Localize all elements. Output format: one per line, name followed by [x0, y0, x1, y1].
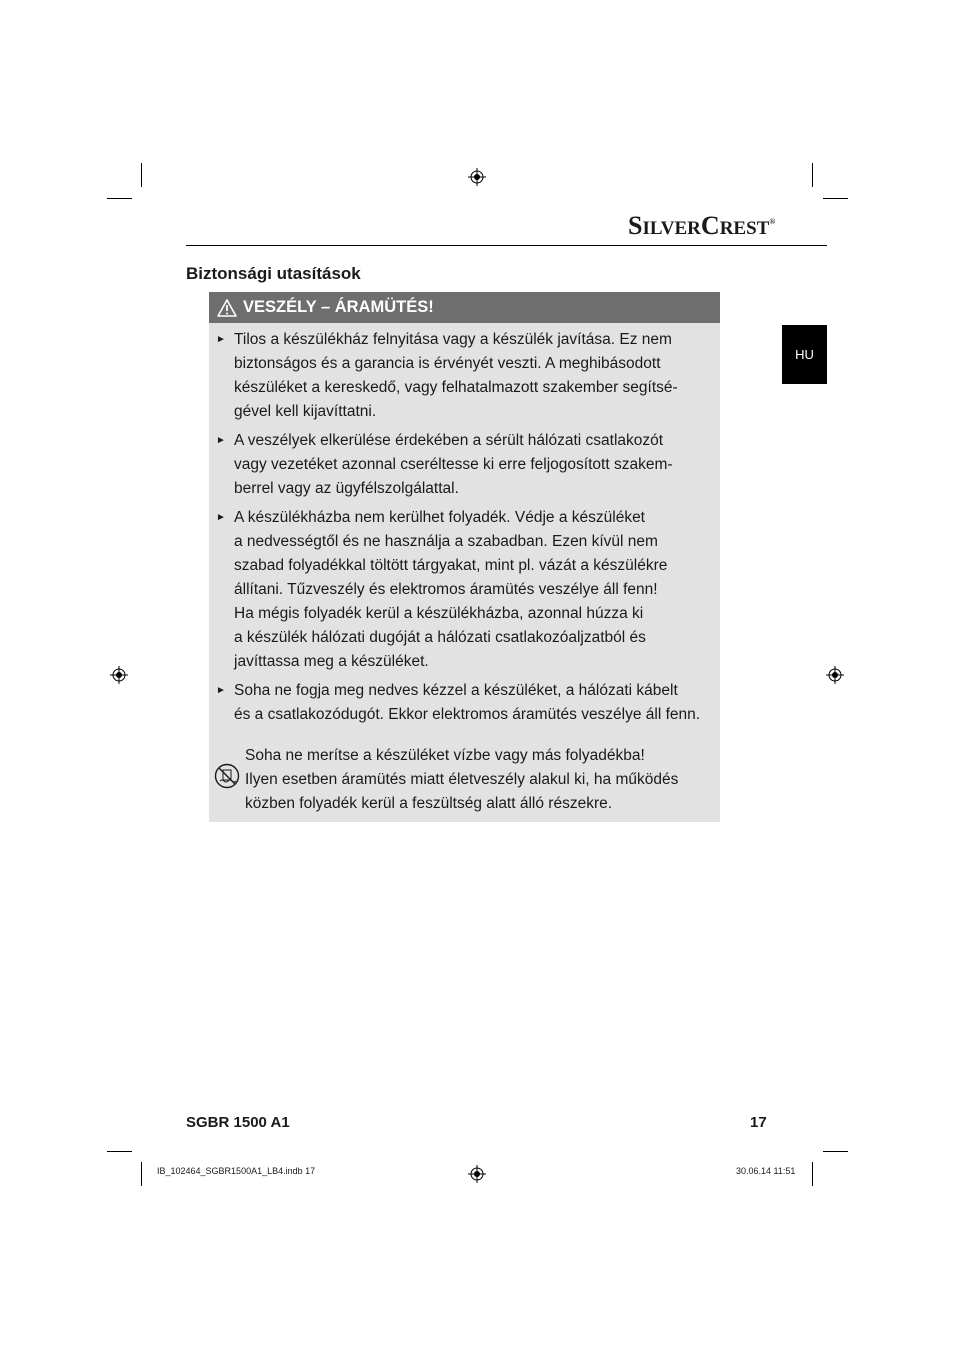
crop-mark [823, 1151, 848, 1152]
bullet-arrow-icon: ► [216, 435, 226, 446]
page-number: 17 [750, 1114, 767, 1131]
bullet-arrow-icon: ► [216, 685, 226, 696]
bullet-arrow-icon: ► [216, 334, 226, 345]
crop-mark [812, 1162, 813, 1186]
brand-logo: SILVERCREST® [628, 211, 776, 240]
list-item: ► A készülékházba nem kerülhet folyadék. Védje a készüléket a nedvességtől és ne használja a szabadban. Ezen kívül nem szabad folyadékkal töltött tárgyakat, mint pl. vázát a készülékre állítani. Tűzveszély és elektromos áramütés veszélye áll fenn! Ha mégis folyadék kerül a készülékházba, azonnal húzza ki a készülék hálózati dugóját a hálózati csatlakozóaljzatból és javíttassa meg a készüléket. [216, 506, 716, 674]
registration-mark-icon [826, 666, 844, 684]
footer-model: SGBR 1500 A1 [186, 1114, 290, 1131]
list-item: ► A veszélyek elkerülése érdekében a sérült hálózati csatlakozót vagy vezetéket azonnal cseréltesse ki erre feljogosított szakem- berrel vagy az ügyfélszolgálattal. [216, 429, 716, 501]
registration-mark-icon [468, 1165, 486, 1183]
list-item: ► Tilos a készülékház felnyitása vagy a készülék javítása. Ez nem biztonságos és a garancia is érvényét veszti. A meghibásodott készüléket a kereskedő, vagy felhatalmazott szakember segítsé- gével kell kijavíttatni. [216, 328, 716, 424]
bullet-arrow-icon: ► [216, 512, 226, 523]
warning-list [216, 328, 716, 732]
registration-mark-icon [110, 666, 128, 684]
crop-mark [812, 163, 813, 187]
crop-mark [823, 198, 848, 199]
header-rule [186, 245, 827, 246]
warning-header [209, 292, 720, 323]
registration-mark-icon [468, 168, 486, 186]
crop-mark [107, 1151, 132, 1152]
warning-title: VESZÉLY – ÁRAMÜTÉS! [243, 298, 434, 316]
crop-mark [141, 1162, 142, 1186]
list-item: ► Soha ne fogja meg nedves kézzel a készüléket, a hálózati kábelt és a csatlakozódugót. Ekkor elektromos áramütés veszélye áll fenn. [216, 679, 716, 727]
warning-triangle-icon [217, 299, 237, 317]
crop-mark [107, 198, 132, 199]
section-title: Biztonsági utasítások [186, 264, 361, 283]
print-slug-file: IB_102464_SGBR1500A1_LB4.indb 17 [157, 1166, 316, 1176]
language-tab: HU [782, 325, 827, 384]
crop-mark [141, 163, 142, 187]
no-water-immersion-icon [214, 763, 240, 789]
warning-note: Soha ne merítse a készüléket vízbe vagy más folyadékba! Ilyen esetben áramütés miatt életveszély alakul ki, ha működés közben folyadék kerül a feszültség alatt álló részekre. [245, 747, 679, 812]
print-slug-date: 30.06.14 11:51 [736, 1166, 796, 1176]
